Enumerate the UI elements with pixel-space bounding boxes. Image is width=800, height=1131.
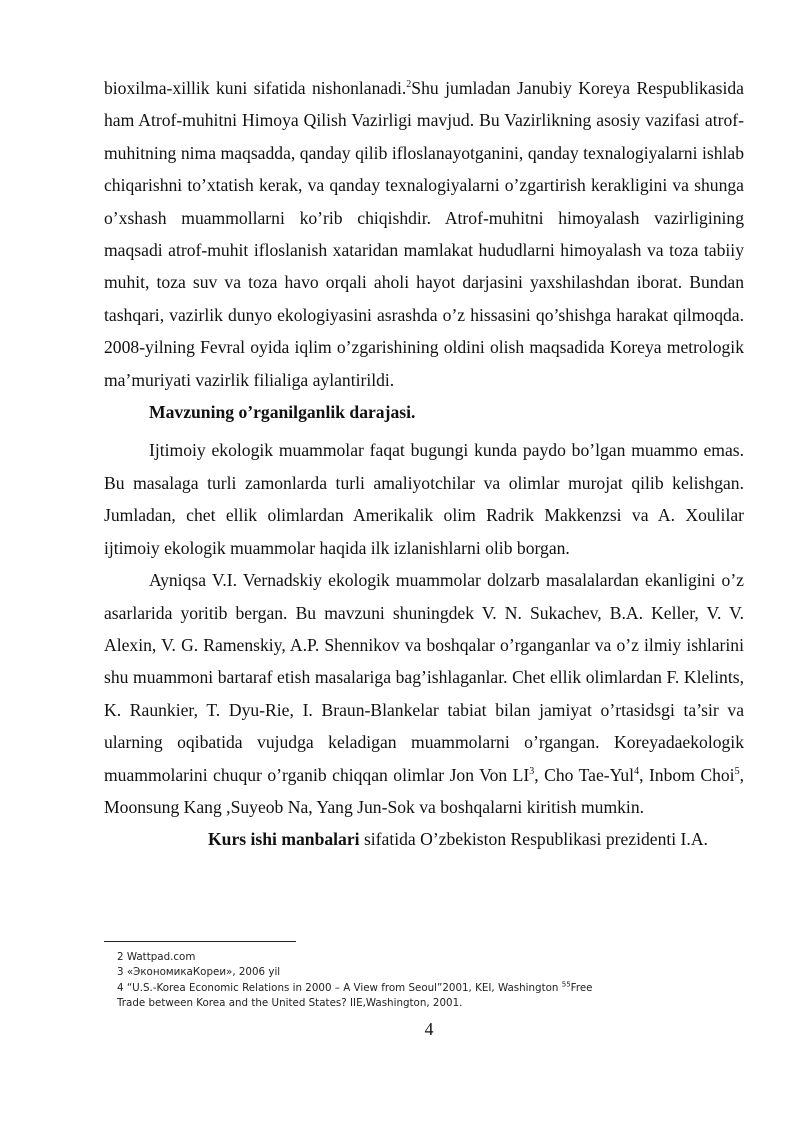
paragraph-4 — [104, 823, 744, 855]
page-number: 4 — [424, 1019, 434, 1039]
footnote-3: 3 «ЭкономикаКореи», 2006 yil — [117, 966, 281, 979]
footnote-ref-3: 3 — [529, 765, 535, 777]
footnote-ref-2: 2 — [406, 79, 412, 91]
paragraph-3-text-a: Ayniqsa V.I. Vernadskiy ekologik muammolar dolzarb masalalardan ekanligini o’z asarlarida yoritib bergan. Bu mavzuni shuningdek V. N. Sukachev, B.A. Keller, V. V. Alexin, V. G. Ramenskiy, A.P. Shennikov va boshqalar o’rganganlar va o’z ilmiy ishlarini shu muammoni bartaraf etish masalariga bag’ishlaganlar. Chet ellik olimlardan F. Klelints, K. Raunkier, T. Dyu-Rie, I. Braun-Blankelar tabiat bilan jamiyat o’rtasidsgi ta’sir va ularning oqibatida vujudga keladigan muammolarni o’rgangan. Koreyadaekologik muammolarini chuqur o’rganib chiqqan olimlar Jon Von LI — [104, 570, 744, 785]
paragraph-3-text-b: , Cho Tae-Yul — [534, 764, 635, 785]
paragraph-3-text-c: , Inbom Choi — [639, 764, 735, 785]
paragraph-1-text-a: bioxilma-xillik kuni sifatida nishonlanadi. — [104, 78, 407, 98]
footnote-4-text-a: 4 “U.S.-Korea Economic Relations in 2000 – A View from Seoul”2001, KEI, Washington — [117, 981, 562, 994]
section-heading: Mavzuning o’rganilganlik darajasi. — [149, 402, 416, 423]
footnote-ref-5: 5 — [734, 765, 740, 777]
paragraph-2: Ijtimoiy ekologik muammolar faqat bugungi kunda paydo bo’lgan muammo emas. Bu masalaga turli zamonlarda turli amaliyotchilar va olimlar murojat qilib kelishgan. Jumladan, chet ellik olimlardan Amerikalik olim Radrik Makkenzsi va A. Xoulilar ijtimoiy ekologik muammolar haqida ilk izlanishlarni olib borgan. — [104, 440, 744, 558]
paragraph-1 — [104, 72, 744, 396]
paragraph-1-text-b: Shu jumladan Janubiy Koreya Respublikasida ham Atrof-muhitni Himoya Qilish Vazirligi mavjud. Bu Vazirlikning asosiy vazifasi atrof-muhitning nima maqsadda, qanday qilib ifloslanayotganini, qanday texnalogiyalarni ishlab chiqarishni to’xtatish kerak, va qanday texnalogiyalarni o’zgartirish kerakligini va shunga o’xshash muammollarni ko’rib chiqishdir. Atrof-muhitni himoyalash vazirligining maqsadi atrof-muhit ifloslanish xataridan mamlakat hududlarni himoyalash va toza tabiiy muhit, toza suv va toza havo orqali aholi hayot darjasini yaxshilashdan iborat. Bundan tashqari, vazirlik dunyo ekologiyasini asrashda o’z hissasini qo’shishga harakat qilmoqda. 2008-yilning Fevral oyida iqlim o’zgarishining oldini olish maqsadida Koreya metrologik ma’muriyati vazirlik filialiga aylantirildi. — [104, 78, 744, 390]
footnote-4-superscript: 55 — [561, 980, 571, 989]
footnote-divider — [104, 941, 296, 942]
footnote-2: 2 Wattpad.com — [117, 951, 196, 963]
footnote-4-continued: Trade between Korea and the United States? IIE,Washington, 2001. — [117, 997, 463, 1010]
paragraph-3-text-d: , Moonsung Kang ,Suyeob Na, Yang Jun-Sok va boshqalarni kiritish mumkin. — [104, 764, 744, 817]
footnote-4 — [117, 981, 717, 996]
body-text — [104, 72, 744, 856]
footnotes — [117, 950, 717, 1012]
paragraph-4-text: sifatida O’zbekiston Respublikasi prezidenti I.A. — [359, 829, 708, 850]
paragraph-3 — [104, 564, 744, 823]
footnote-4-text-b: Free — [570, 981, 593, 994]
sources-bold-label: Kurs ishi manbalari — [208, 829, 360, 850]
footnote-ref-4: 4 — [634, 765, 640, 777]
